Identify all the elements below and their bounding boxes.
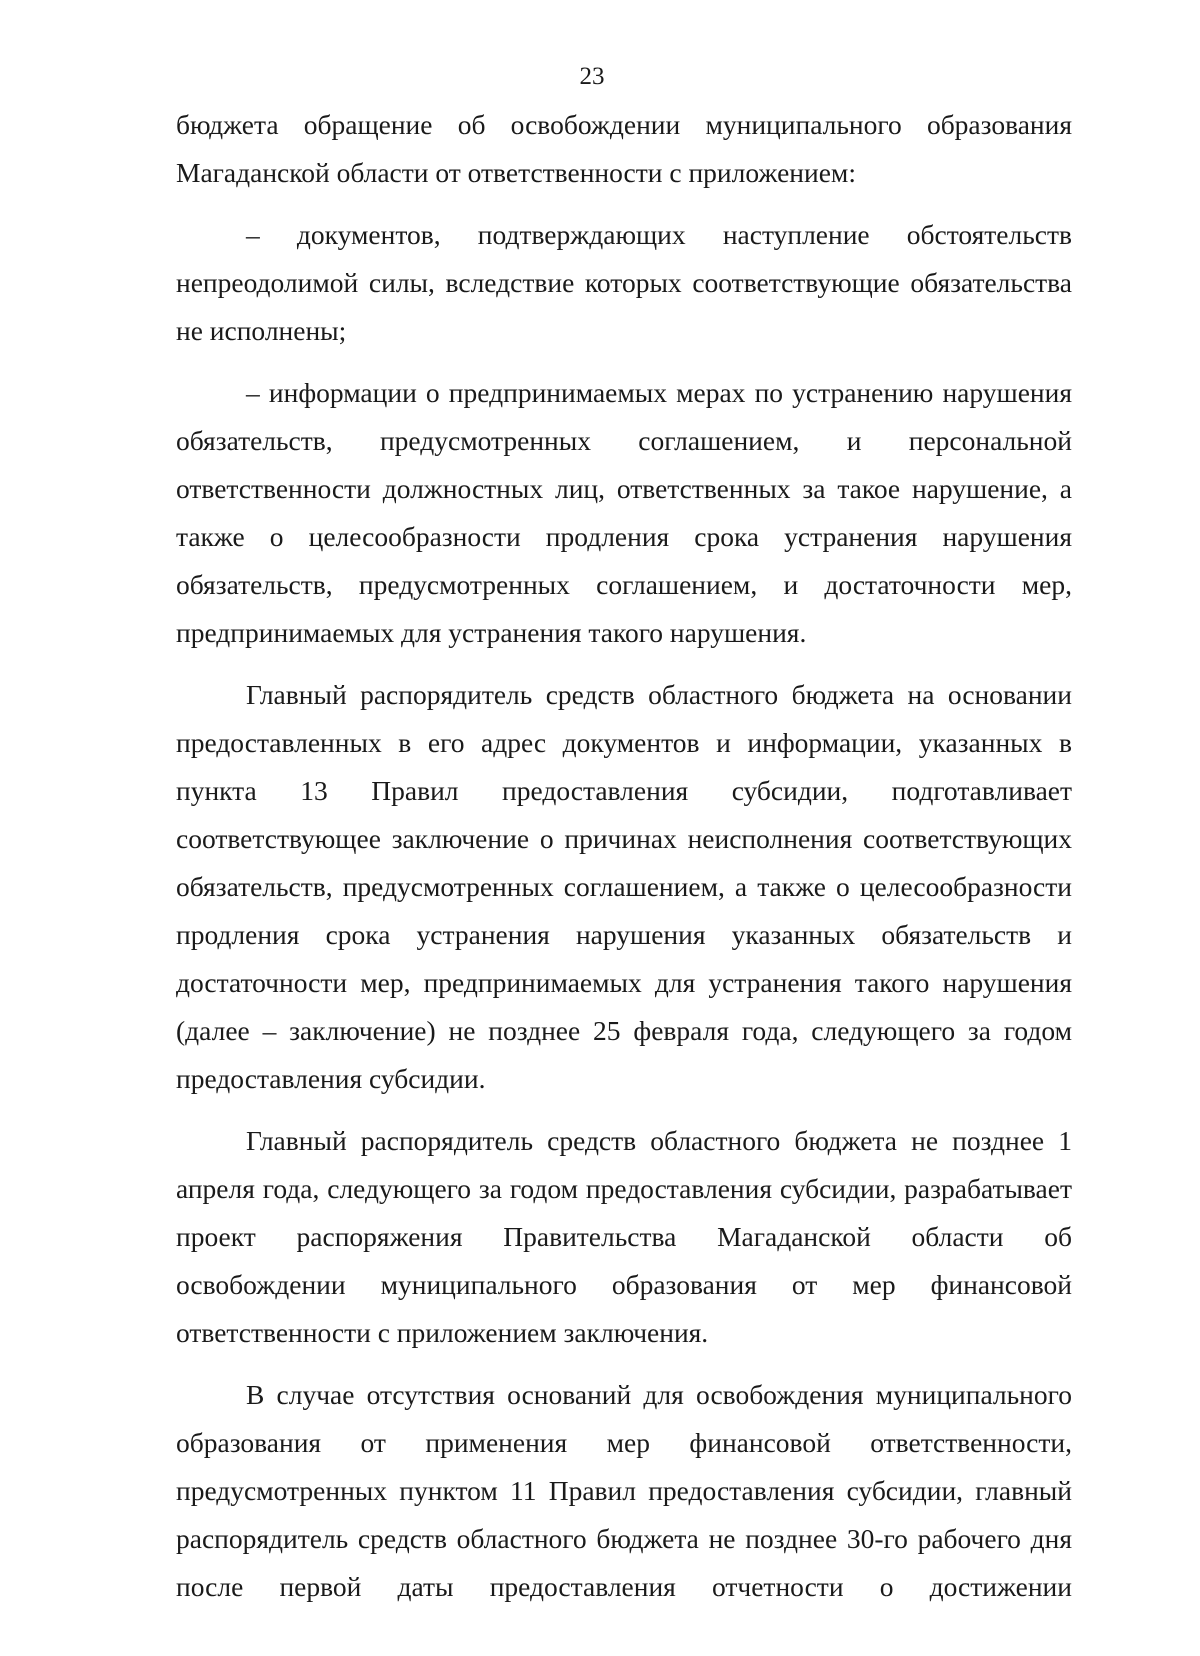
paragraph-no-grounds: В случае отсутствия оснований для освобождения муниципального образования от применения мер финансовой ответственности, предусмотренных пунктом 11 Правил предоставления субсидии, главный распорядитель средств областного бюджета не позднее 30-го рабочего дня после первой даты предоставления отчетности о достижении bbox=[176, 1379, 1072, 1602]
paragraph-documents-item: – документов, подтверждающих наступление обстоятельств непреодолимой силы, вследствие которых соответствующие обязательства не исполнены; bbox=[176, 219, 1072, 346]
paragraph-continuation: бюджета обращение об освобождении муниципального образования Магаданской области от ответственности с приложением: bbox=[176, 109, 1072, 188]
paragraph-information-item: – информации о предпринимаемых мерах по устранению нарушения обязательств, предусмотренных соглашением, и персональной ответственности должностных лиц, ответственных за такое нарушение, а также о целесообразности продления срока устранения нарушения обязательств, предусмотренных соглашением, и достаточности мер, предпринимаемых для устранения такого нарушения. bbox=[176, 377, 1072, 648]
page-number: 23 bbox=[579, 63, 605, 90]
document-body bbox=[176, 101, 1072, 1611]
paragraph-draft-order: Главный распорядитель средств областного бюджета не позднее 1 апреля года, следующего за годом предоставления субсидии, разрабатывает проект распоряжения Правительства Магаданской области об освобождении муниципального образования от мер финансовой ответственности с приложением заключения. bbox=[176, 1125, 1072, 1348]
paragraph-conclusion: Главный распорядитель средств областного бюджета на основании предоставленных в его адрес документов и информации, указанных в пункта 13 Правил предоставления субсидии, подготавливает соответствующее заключение о причинах неисполнения соответствующих обязательств, предусмотренных соглашением, а также о целесообразности продления срока устранения нарушения указанных обязательств и достаточности мер, предпринимаемых для устранения такого нарушения (далее – заключение) не позднее 25 февраля года, следующего за годом предоставления субсидии. bbox=[176, 679, 1072, 1094]
